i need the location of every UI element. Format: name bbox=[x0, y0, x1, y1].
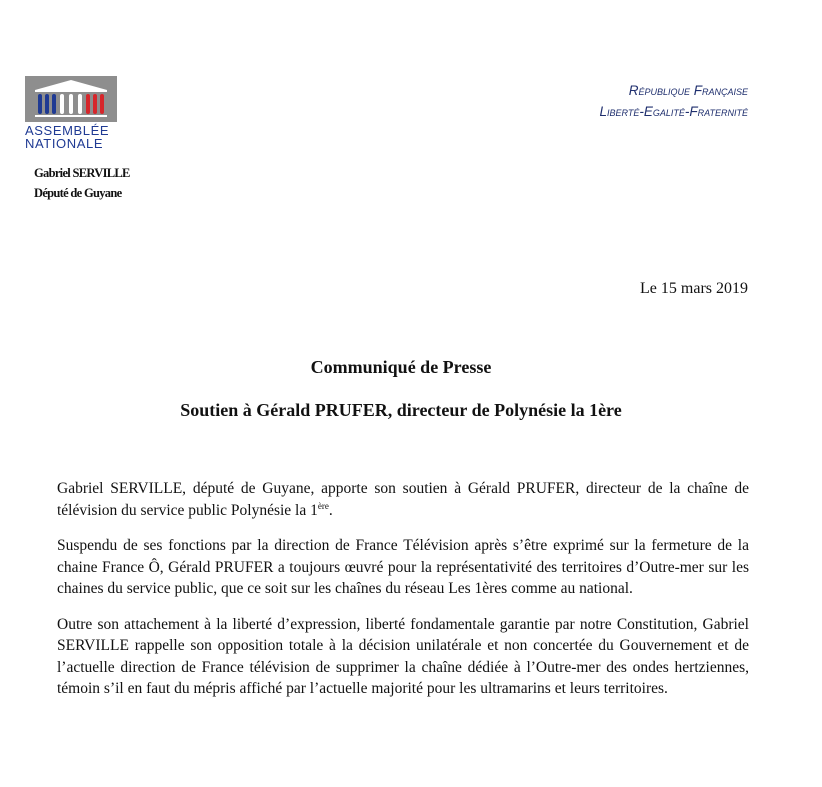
deputy-name: Gabriel SERVILLE bbox=[34, 166, 130, 180]
hemicycle-emblem-icon bbox=[25, 76, 117, 122]
logo-line-2: NATIONALE bbox=[25, 136, 104, 151]
logo-line-1: ASSEMBLÉE bbox=[25, 123, 110, 138]
paragraph-1-end: . bbox=[328, 501, 333, 519]
deputy-role: Député de Guyane bbox=[34, 186, 122, 200]
logo-wordmark bbox=[25, 124, 121, 150]
republic-motto bbox=[600, 80, 748, 122]
deputy-block bbox=[34, 163, 130, 203]
assemblee-nationale-logo bbox=[25, 76, 121, 150]
document-subtitle: Soutien à Gérald PRUFER, directeur de Polynésie la 1ère bbox=[180, 400, 622, 420]
republic-line-1: République Française bbox=[628, 83, 748, 98]
paragraph-3: Outre son attachement à la liberté d’expression, liberté fondamentale garantie par notre Constitution, Gabriel SERVILLE rappelle son opposition totale à la décision unilatérale et non concertée du Gouvernement et de l’actuelle direction de France télévision de supprimer la chaîne dédiée à l’Outre-mer des ondes hertziennes, témoin s’il en faut du mépris affiché par l’actuelle majorité pour les ultramarins et leurs territoires. bbox=[57, 615, 749, 697]
paragraph-1-text: Gabriel SERVILLE, député de Guyane, apporte son soutien à Gérald PRUFER, directeur de la chaîne de télévision du service public Polynésie la 1 bbox=[57, 480, 749, 519]
republic-line-2: Liberté-Egalité-Fraternité bbox=[599, 104, 748, 119]
document-title: Communiqué de Presse bbox=[310, 357, 492, 377]
paragraph-1 bbox=[57, 478, 749, 521]
release-date: Le 15 mars 2019 bbox=[640, 280, 748, 297]
body-text bbox=[57, 478, 749, 714]
paragraph-1-superscript: ère bbox=[317, 500, 329, 511]
paragraph-2: Suspendu de ses fonctions par la direction de France Télévision après s’être exprimé sur la fermeture de la chaine France Ô, Gérald PRUFER a toujours œuvré pour la représentativité des territoires d’Outre-mer sur les chaines du service public, que ce soit sur les chaînes du réseau Les 1ères comme au national. bbox=[57, 537, 749, 597]
